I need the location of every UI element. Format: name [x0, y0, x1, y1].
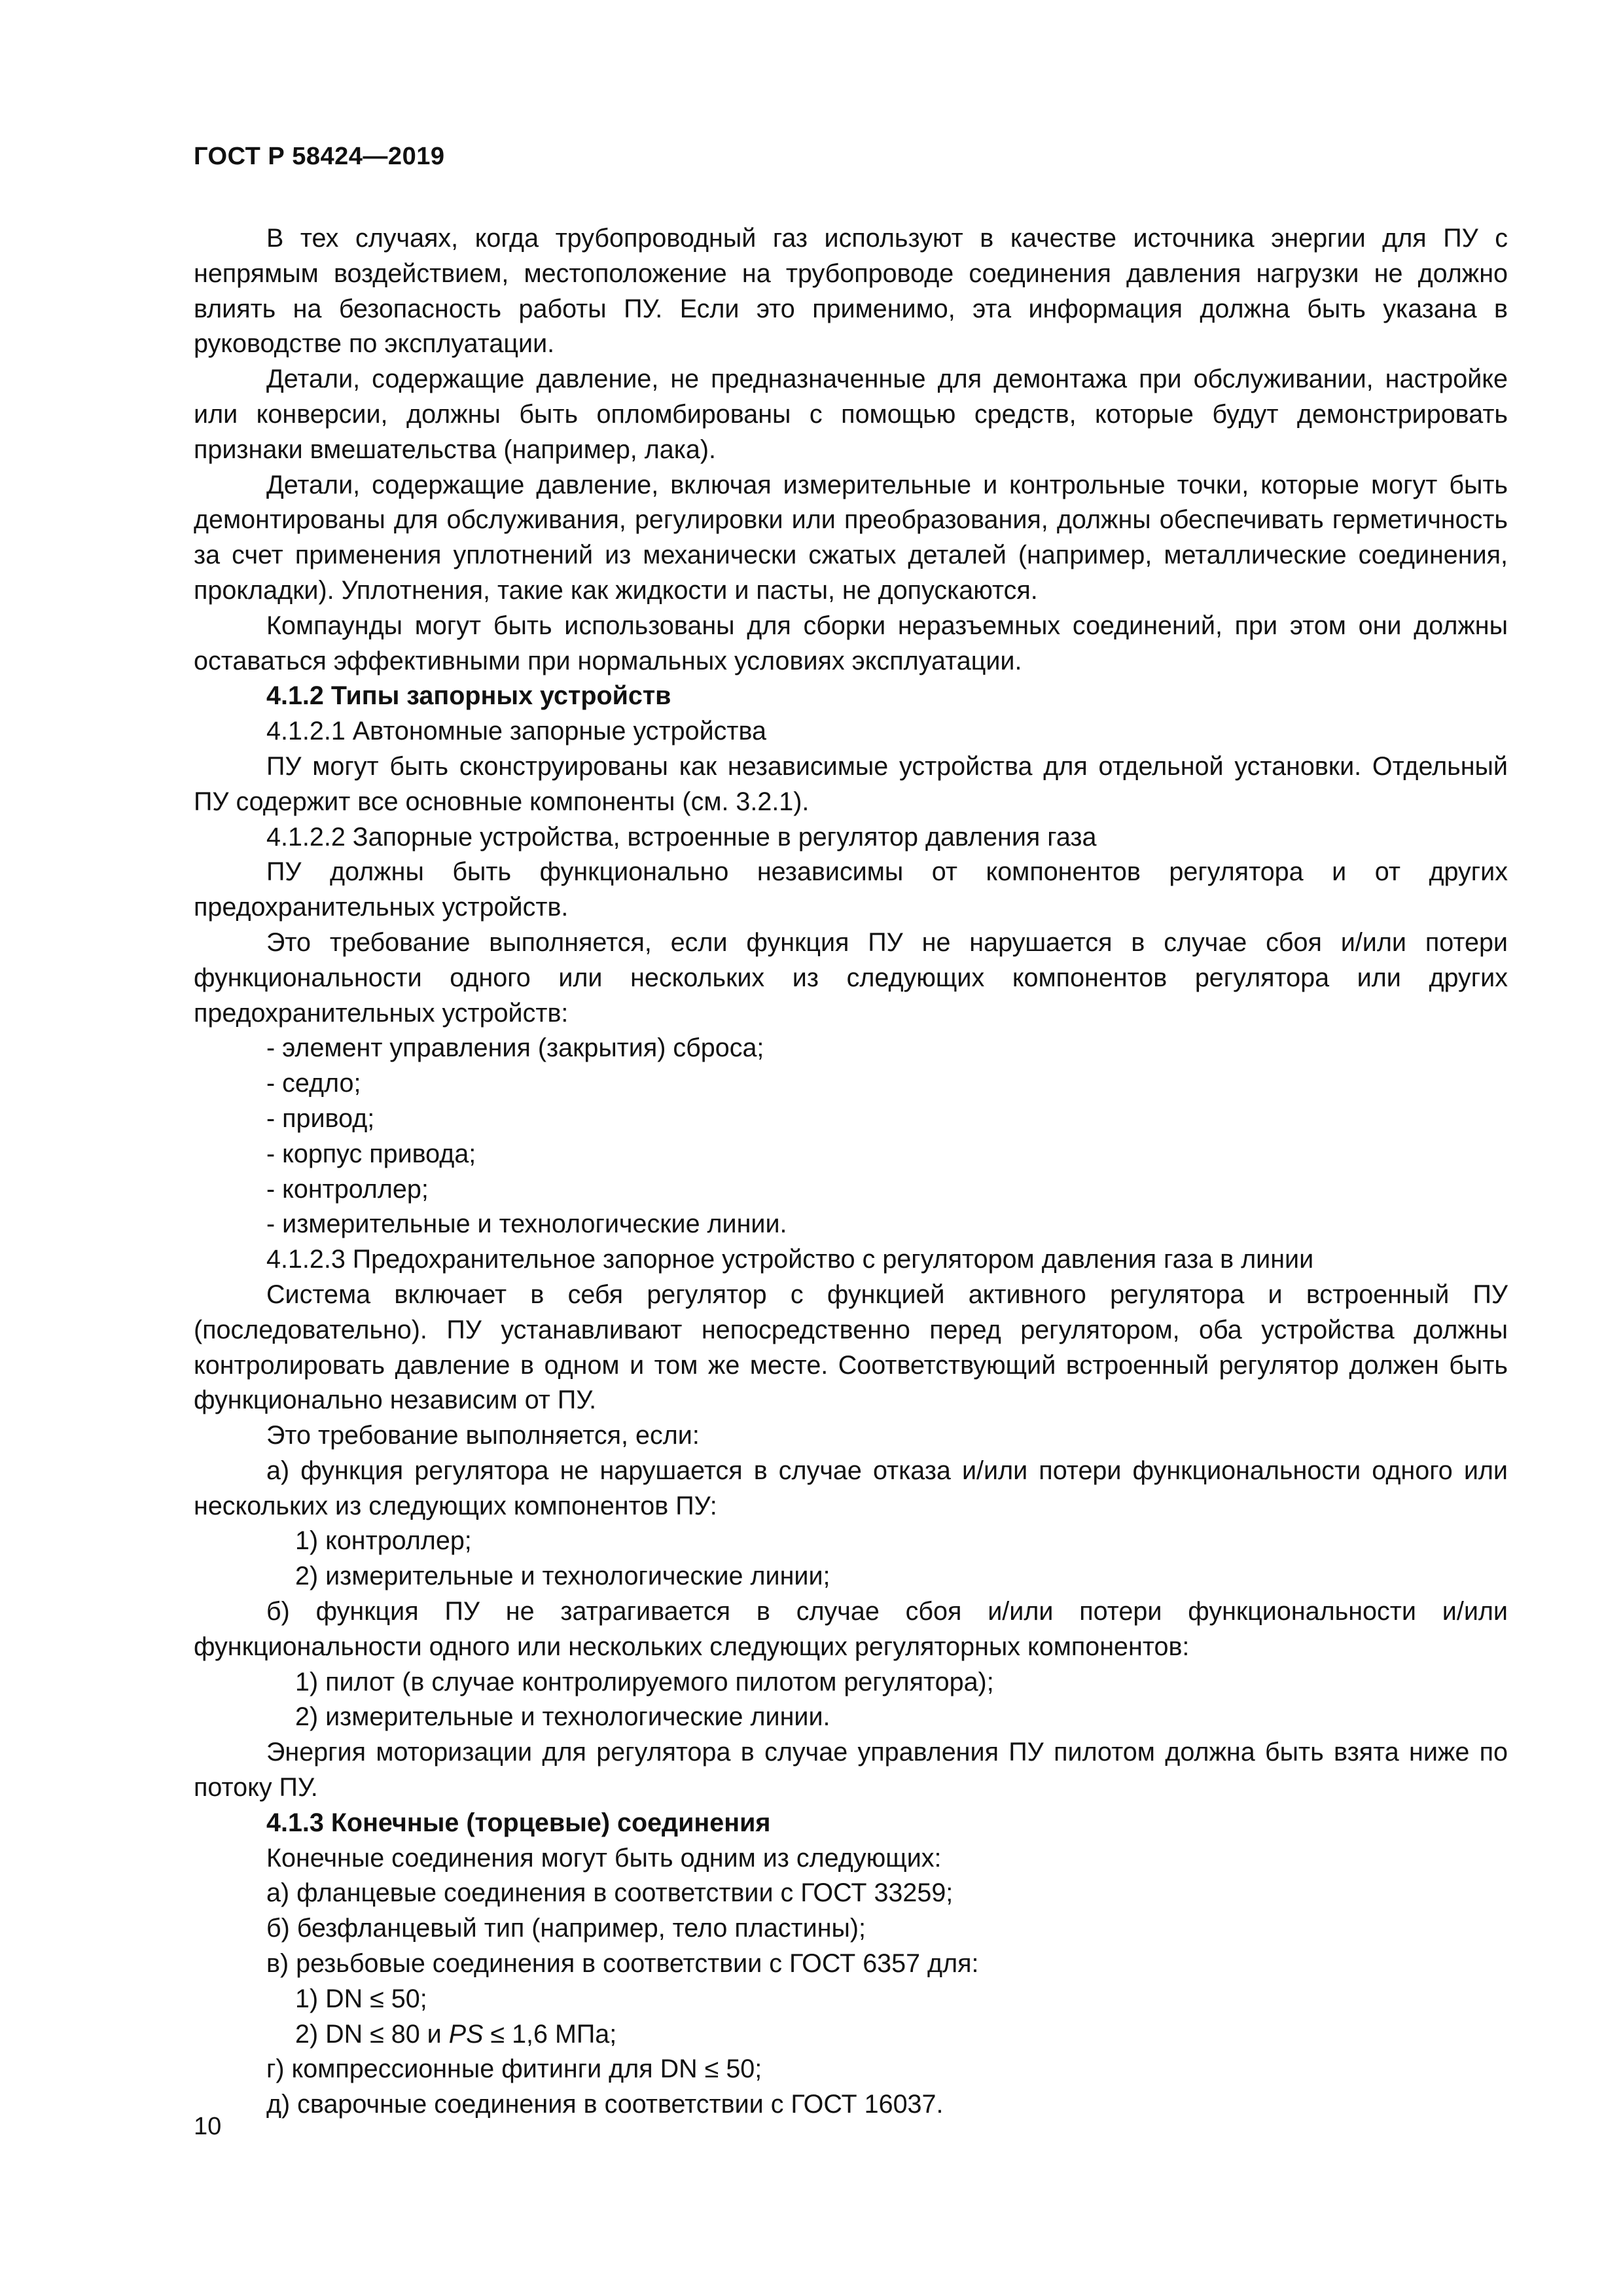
- list-item: - измерительные и технологические линии.: [266, 1210, 787, 1239]
- paragraph: ПУ должны быть функционально независимы от компонентов регулятора и от других предохранительных устройств.: [194, 857, 1508, 922]
- list-item: д) сварочные соединения в соответствии с ГОСТ 16037.: [266, 2090, 944, 2119]
- section-heading-4-1-2: 4.1.2 Типы запорных устройств: [266, 681, 671, 711]
- paragraph: В тех случаях, когда трубопроводный газ используют в качестве источника энергии для ПУ с непрямым воздействием, местоположение на трубопроводе соединения давления нагрузки не должно влиять на безопасность работы ПУ. Если это применимо, эта информация должна быть указана в руководстве по эксплуатации.: [194, 224, 1508, 359]
- list-item: [194, 2017, 1508, 2053]
- paragraph: Это требование выполняется, если:: [266, 1421, 700, 1450]
- document-body: [194, 221, 1508, 2123]
- subsection-heading: 4.1.2.3 Предохранительное запорное устройство с регулятором давления газа в линии: [266, 1245, 1314, 1274]
- list-item: 1) пилот (в случае контролируемого пилотом регулятора);: [295, 1667, 994, 1696]
- list-item: - элемент управления (закрытия) сброса;: [266, 1033, 764, 1063]
- list-item: б) безфланцевый тип (например, тело пластины);: [266, 1914, 866, 1943]
- standard-code-header: ГОСТ Р 58424—2019: [194, 143, 445, 170]
- paragraph: Конечные соединения могут быть одним из следующих:: [266, 1843, 942, 1873]
- paragraph: Энергия моторизации для регулятора в случае управления ПУ пилотом должна быть взята ниже по потоку ПУ.: [194, 1738, 1508, 1803]
- paragraph: Детали, содержащие давление, не предназначенные для демонтажа при обслуживании, настройке или конверсии, должны быть опломбированы с помощью средств, которые будут демонстрировать признаки вмешательства (например, лака).: [194, 365, 1508, 464]
- paragraph: Компаунды могут быть использованы для сборки неразъемных соединений, при этом они должны оставаться эффективными при нормальных условиях эксплуатации.: [194, 611, 1508, 675]
- page-number: 10: [194, 2113, 222, 2140]
- section-heading-4-1-3: 4.1.3 Конечные (торцевые) соединения: [266, 1808, 771, 1837]
- list-item: - корпус привода;: [266, 1139, 476, 1168]
- subsection-heading: 4.1.2.2 Запорные устройства, встроенные в регулятор давления газа: [266, 822, 1097, 852]
- paragraph: Детали, содержащие давление, включая измерительные и контрольные точки, которые могут быть демонтированы для обслуживания, регулировки или преобразования, должны обеспечивать герметичность за счет применения уплотнений из механически сжатых деталей (например, металлические соединения, прокладки). Уплотнения, такие как жидкости и пасты, не допускаются.: [194, 470, 1508, 605]
- subsection-heading: 4.1.2.1 Автономные запорные устройства: [266, 717, 766, 746]
- paragraph: Это требование выполняется, если функция ПУ не нарушается в случае сбоя и/или потери функциональности одного или нескольких из следующих компонентов регулятора или других предохранительных устройств:: [194, 927, 1508, 1028]
- list-item: - седло;: [266, 1069, 361, 1098]
- paragraph: а) функция регулятора не нарушается в случае отказа и/или потери функциональности одного или нескольких из следующих компонентов ПУ:: [194, 1456, 1508, 1520]
- list-item: в) резьбовые соединения в соответствии с ГОСТ 6357 для:: [266, 1949, 979, 1979]
- paragraph: Система включает в себя регулятор с функцией активного регулятора и встроенный ПУ (последовательно). ПУ устанавливают непосредственно перед регулятором, оба устройства должны контролировать давление в одном и том же месте. Соответствующий встроенный регулятор должен быть функционально независим от ПУ.: [194, 1280, 1508, 1415]
- list-item-italic-term: PS: [448, 2019, 484, 2049]
- list-item-text: 2) DN ≤ 80 и: [295, 2019, 449, 2049]
- list-item: 2) измерительные и технологические линии;: [295, 1562, 830, 1591]
- paragraph: б) функция ПУ не затрагивается в случае сбоя и/или потери функциональности и/или функциональности одного или нескольких следующих регуляторных компонентов:: [194, 1597, 1508, 1661]
- list-item-text: ≤ 1,6 МПа;: [483, 2019, 617, 2049]
- list-item: а) фланцевые соединения в соответствии с ГОСТ 33259;: [266, 1878, 954, 1908]
- list-item: - привод;: [266, 1103, 375, 1133]
- list-item: 1) DN ≤ 50;: [295, 1984, 427, 2013]
- list-item: г) компрессионные фитинги для DN ≤ 50;: [266, 2054, 762, 2084]
- list-item: - контроллер;: [266, 1174, 429, 1204]
- list-item: 2) измерительные и технологические линии.: [295, 1702, 830, 1732]
- list-item: 1) контроллер;: [295, 1526, 472, 1556]
- paragraph: ПУ могут быть сконструированы как независимые устройства для отдельной установки. Отдельный ПУ содержит все основные компоненты (см. 3.2.1).: [194, 751, 1508, 816]
